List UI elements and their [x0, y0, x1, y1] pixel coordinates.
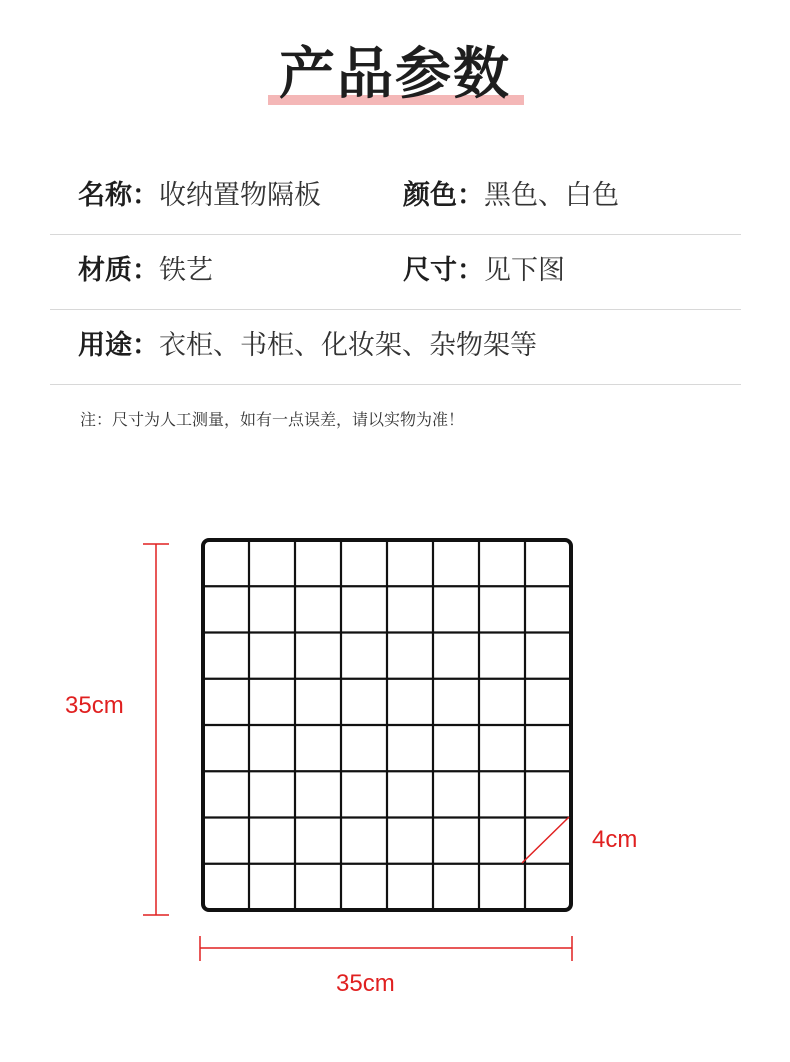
height-dimension-label: 35cm [65, 692, 124, 719]
spec-color [403, 176, 619, 216]
width-dimension-label: 35cm [336, 970, 395, 997]
spec-usage-label: 用途： [78, 330, 159, 361]
grid-spacing-indicator [522, 817, 569, 863]
product-diagram [0, 520, 790, 1020]
grid-spacing-label: 4cm [592, 826, 638, 853]
spec-material-label: 材质： [78, 255, 159, 286]
spec-name [78, 176, 321, 216]
spec-material-value: 铁艺 [159, 255, 213, 286]
spec-name-label: 名称： [78, 180, 159, 211]
spec-size-value: 见下图 [484, 255, 565, 286]
spec-usage-value: 衣柜、书柜、化妆架、杂物架等 [159, 330, 537, 361]
spec-usage [78, 326, 537, 366]
spec-color-label: 颜色： [403, 180, 484, 211]
spec-row-2 [50, 235, 741, 310]
spec-name-value: 收纳置物隔板 [159, 180, 321, 211]
spec-material [78, 251, 213, 291]
height-dimension-line [143, 544, 169, 915]
spec-size-label: 尺寸： [403, 255, 484, 286]
title-section [0, 40, 790, 120]
spec-size [403, 251, 565, 291]
spec-row-3 [50, 310, 741, 385]
wire-grid-panel [203, 540, 571, 910]
measurement-note: 注：尺寸为人工测量，如有一点误差，请以实物为准！ [80, 410, 465, 429]
grid-lines [203, 540, 571, 910]
spec-color-value: 黑色、白色 [484, 180, 619, 211]
wire-grid-illustration [0, 520, 790, 1020]
width-dimension-line [200, 936, 572, 961]
page-title: 产品参数 [279, 42, 511, 107]
spec-row-1 [50, 160, 741, 235]
